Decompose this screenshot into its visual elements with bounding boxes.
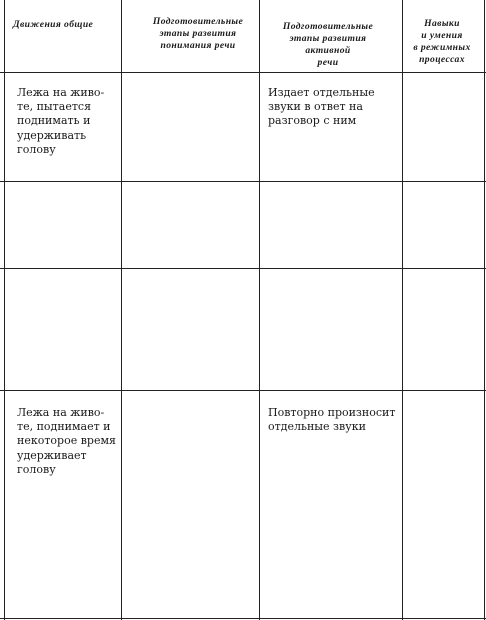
column-divider-3: [402, 0, 403, 620]
row4-movements: Лежа на живо- те, поднимает и некоторое время удерживает голову: [17, 406, 116, 476]
header-skills: Навыки и умения в режимных процессах: [413, 18, 471, 65]
header-bottom-border: [0, 72, 486, 73]
row-divider-1: [0, 181, 486, 182]
row4-active-speech: Повторно произносит отдельные звуки: [268, 406, 396, 434]
column-divider-1: [121, 0, 122, 620]
header-movements: Движения общие: [13, 19, 94, 30]
row1-movements: Лежа на живо- те, пытается поднимать и удерживать голову: [17, 86, 105, 156]
header-understanding: Подготовительные этапы развития понимания речи: [152, 16, 244, 51]
column-divider-2: [259, 0, 260, 620]
row-divider-2: [0, 268, 486, 269]
table-border-right: [484, 0, 485, 620]
table-border-left: [4, 0, 5, 620]
row1-active-speech: Издает отдельные звуки в ответ на разговор с ним: [268, 86, 375, 128]
header-active-speech: Подготовительные этапы развития активной речи: [282, 21, 374, 68]
row-divider-3: [0, 390, 486, 391]
table-bottom-border: [0, 618, 486, 619]
